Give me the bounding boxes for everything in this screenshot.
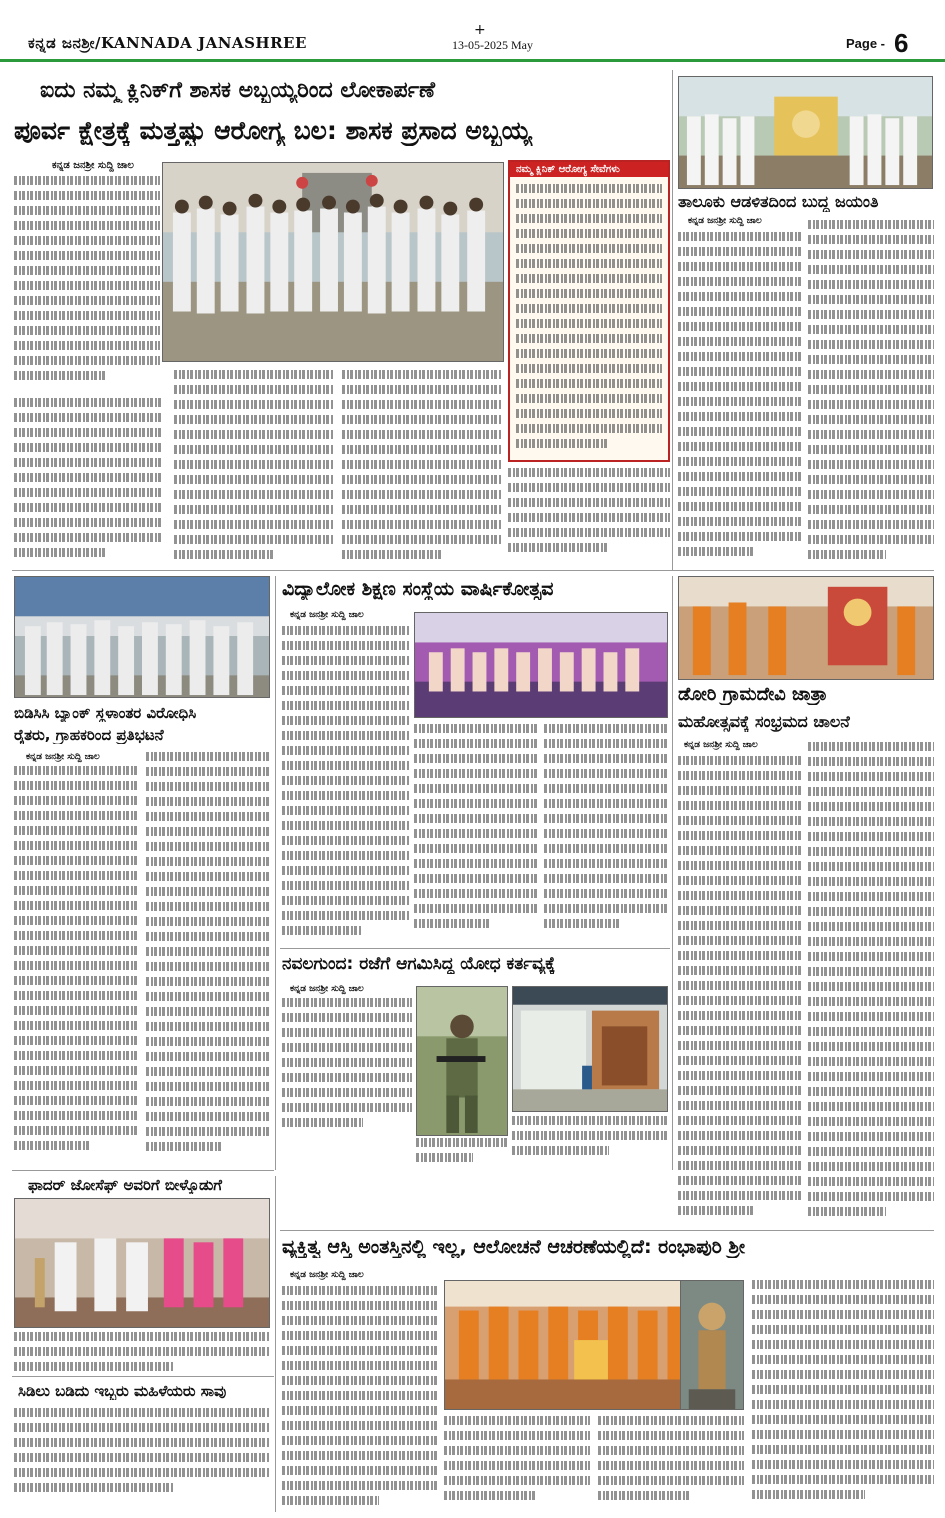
dori-headline-2: ಮಹೋತ್ಸವಕ್ಕೆ ಸಂಭ್ರಮದ ಚಾಲನೆ — [678, 712, 850, 731]
lead-headline: ಪೂರ್ವ ಕ್ಷೇತ್ರಕ್ಕೆ ಮತ್ತಷ್ಟು ಆರೋಗ್ಯ ಬಲ: ಶಾಸಕ ಪ್ರಸಾದ ಅಬ್ಬಯ್ಯ — [14, 116, 532, 145]
dori-byline: ಕನ್ನಡ ಜನಶ್ರೀ ಸುದ್ದಿ ಜಾಲ — [684, 740, 758, 750]
lead-col-1 — [14, 176, 160, 394]
issue-date: 13-05-2025 May — [452, 38, 533, 52]
dori-photo — [678, 576, 934, 680]
rambhapuri-col-2 — [444, 1416, 590, 1512]
bank-byline: ಕನ್ನಡ ಜನಶ್ರೀ ಸುದ್ದಿ ಜಾಲ — [26, 752, 100, 762]
dori-col-2 — [808, 742, 934, 1226]
masthead: ಕನ್ನಡ ಜನಶ್ರೀ/KANNADA JANASHREE — [28, 34, 307, 52]
lead-col-2 — [14, 398, 162, 564]
lightning-text — [14, 1408, 270, 1512]
lead-byline: ಕನ್ನಡ ಜನಶ್ರೀ ಸುದ್ದಿ ಜಾಲ — [52, 160, 134, 171]
lead-kicker: ಐದು ನಮ್ಮ ಕ್ಲಿನಿಕ್‌ಗೆ ಶಾಸಕ ಅಬ್ಬಯ್ಯರಿಂದ ಲೋಕಾರ್ಪಣೆ — [40, 78, 436, 103]
bank-col-1 — [14, 766, 138, 1164]
soldier-photo — [416, 986, 508, 1136]
vidyaloka-col-1 — [282, 626, 410, 942]
vidyaloka-photo — [414, 612, 668, 718]
dori-col-1 — [678, 756, 802, 1226]
page-label: Page - — [846, 36, 886, 51]
vidyaloka-byline: ಕನ್ನಡ ಜನಶ್ರೀ ಸುದ್ದಿ ಜಾಲ — [290, 610, 364, 620]
navalgund-col-2 — [416, 1138, 508, 1168]
lead-col-5 — [508, 468, 670, 564]
bank-headline-1: ಬಿಡಿಸಿಸಿ ಬ್ಯಾಂಕ್ ಸ್ಥಳಾಂತರ ವಿರೋಧಿಸಿ — [14, 704, 197, 722]
lead-col-3 — [174, 370, 334, 564]
lead-photo — [162, 162, 504, 362]
navalgund-col-3 — [512, 1116, 668, 1168]
bank-headline-2: ರೈತರು, ಗ್ರಾಹಕರಿಂದ ಪ್ರತಿಭಟನೆ — [14, 726, 164, 744]
rambhapuri-col-3 — [598, 1416, 744, 1512]
navalgund-headline: ನವಲಗುಂದ: ರಜೆಗೆ ಆಗಮಿಸಿದ್ದ ಯೋಧ ಕರ್ತವ್ಯಕ್ಕೆ — [282, 954, 556, 974]
vidyaloka-headline: ವಿದ್ಯಾಲೋಕ ಶಿಕ್ಷಣ ಸಂಸ್ಥೆಯ ವಾರ್ಷಿಕೋತ್ಸವ — [282, 578, 554, 600]
clinic-services-box — [508, 160, 670, 462]
navalgund-col-1 — [282, 998, 412, 1134]
statue-photo — [680, 1280, 744, 1410]
father-caption — [14, 1332, 270, 1372]
dori-headline-1: ಡೋರಿ ಗ್ರಾಮದೇವಿ ಜಾತ್ರಾ — [678, 684, 828, 705]
rambhapuri-col-4 — [752, 1280, 934, 1512]
buddha-col-1 — [678, 232, 802, 566]
registration-mark: + — [474, 22, 486, 38]
vidyaloka-col-3 — [544, 724, 668, 942]
rambhapuri-headline: ವ್ಯಕ್ತಿತ್ವ ಆಸ್ತಿ ಅಂತಸ್ತಿನಲ್ಲಿ ಇಲ್ಲ, ಆಲೋಚನೆ ಆಚರಣೆಯಲ್ಲಿದೆ: ರಂಭಾಪುರಿ ಶ್ರೀ — [282, 1236, 746, 1258]
house-photo — [512, 986, 668, 1112]
vidyaloka-col-2 — [414, 724, 538, 942]
father-photo — [14, 1198, 270, 1328]
navalgund-byline: ಕನ್ನಡ ಜನಶ್ರೀ ಸುದ್ದಿ ಜಾಲ — [290, 984, 364, 994]
buddha-col-2 — [808, 220, 934, 566]
bank-col-2 — [146, 752, 270, 1164]
clinic-services-title: ನಮ್ಮ ಕ್ಲಿನಿಕ್ ಆರೋಗ್ಯ ಸೇವೆಗಳು — [510, 162, 668, 177]
father-headline: ಫಾದರ್ ಜೋಸೆಫ್ ಅವರಿಗೆ ಬೀಳ್ಕೊಡುಗೆ — [28, 1176, 223, 1194]
buddha-headline: ತಾಲೂಕು ಆಡಳಿತದಿಂದ ಬುದ್ಧ ಜಯಂತಿ — [678, 192, 879, 211]
lightning-headline: ಸಿಡಿಲು ಬಡಿದು ಇಬ್ಬರು ಮಹಿಳೆಯರು ಸಾವು — [18, 1382, 227, 1400]
rambhapuri-byline: ಕನ್ನಡ ಜನಶ್ರೀ ಸುದ್ದಿ ಜಾಲ — [290, 1270, 364, 1280]
page-number: 6 — [894, 28, 909, 58]
rambhapuri-col-1 — [282, 1286, 438, 1512]
page-header — [0, 0, 945, 62]
buddha-byline: ಕನ್ನಡ ಜನಶ್ರೀ ಸುದ್ದಿ ಜಾಲ — [688, 216, 762, 226]
bank-photo — [14, 576, 270, 698]
lead-col-4 — [342, 370, 502, 564]
buddha-photo — [678, 76, 933, 189]
